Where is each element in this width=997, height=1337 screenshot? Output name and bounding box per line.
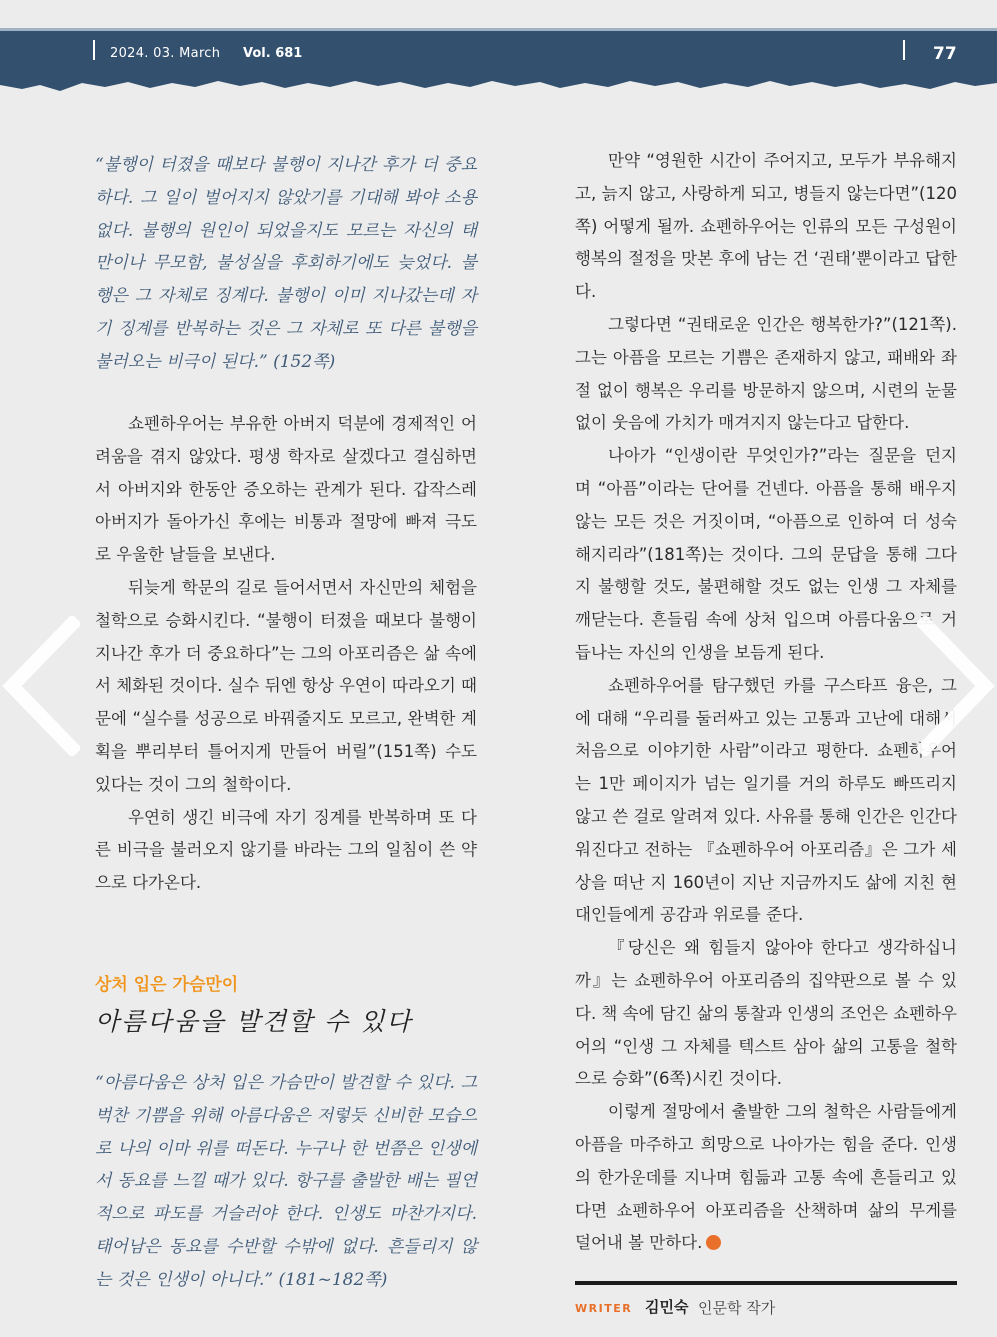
right-paragraph: 그렇다면 “권태로운 인간은 행복한가?”(121쪽). 그는 아픔을 모르는 기쁨은 존재하지 않고, 패배와 좌절 없이 행복은 우리를 방문하지 않으며, 시련의 눈물 없이 웃음에 가치가 매겨지지 않는다고 답한다. — [575, 314, 957, 433]
subheading-line-1: 상처 입은 가슴만이 — [95, 975, 239, 995]
left-paragraph: 우연히 생긴 비극에 자기 징계를 반복하며 또 다른 비극을 불러오지 않기를 바라는 그의 일침이 쓴 약으로 다가온다. — [95, 807, 477, 893]
left-paragraph: 뒤늦게 학문의 길로 들어서면서 자신만의 체험을 철학으로 승화시킨다. “불행이 터졌을 때보다 불행이 지나간 후가 더 중요하다”는 그의 아포리즘은 삶 속에서 체화된 것이다. 실수 뒤엔 항상 우연이 따라오기 때문에 “실수를 성공으로 바꿔줄지도 모르고, 완벽한 계획을 뿌리부터 틀어지게 만들어 버릴”(151쪽) 수도 있다는 것이 그의 철학이다. — [95, 577, 477, 794]
right-paragraph: 만약 “영원한 시간이 주어지고, 모두가 부유해지고, 늙지 않고, 사랑하게 되고, 병들지 않는다면”(120쪽) 어떻게 될까. 쇼펜하우어는 인류의 모든 구성원이 행복의 절정을 맛본 후에 남는 건 ‘권태’뿐이라고 답한다. — [575, 151, 957, 302]
writer-role: 인문학 작가 — [698, 1299, 776, 1317]
header-tick-right — [903, 40, 905, 60]
top-strip — [0, 0, 997, 30]
issue-date: 2024. 03. March — [110, 46, 221, 61]
quote-1-text: “불행이 터졌을 때보다 불행이 지나간 후가 더 중요하다. 그 일이 벌어지지 않았기를 기대해 봐야 소용없다. 불행의 원인이 되었을지도 모르는 자신의 태만이나 무모함, 불성실을 후회하기에도 늦었다. 불행은 그 자체로 징계다. 불행이 이미 지나갔는데 자기 징계를 반복하는 것은 그 자체로 또 다른 불행을 불러오는 비극이 된다.” (152쪽) — [95, 155, 477, 372]
left-body — [95, 408, 477, 900]
next-page-button[interactable] — [917, 616, 997, 756]
left-paragraph: 쇼펜하우어는 부유한 아버지 덕분에 경제적인 어려움을 겪지 않았다. 평생 학자로 살겠다고 결심하면서 아버지와 한동안 증오하는 관계가 된다. 갑작스레 아버지가 돌아가신 후에는 비통과 절망에 빠져 극도로 우울한 날들을 보낸다. — [95, 414, 477, 565]
subheading-line-2: 아름다움을 발견할 수 있다 — [95, 1007, 413, 1036]
writer-rule — [575, 1281, 957, 1285]
writer-name: 김민숙 — [645, 1298, 689, 1316]
right-body — [575, 145, 957, 1260]
chevron-left-icon — [0, 616, 80, 756]
right-paragraph-last — [575, 1096, 957, 1260]
page-number: 77 — [933, 44, 957, 64]
header-band — [0, 31, 997, 107]
prev-page-button[interactable] — [0, 616, 80, 756]
quote-block-2 — [95, 1067, 477, 1297]
writer-label: WRITER — [575, 1302, 633, 1315]
end-mark-icon — [706, 1235, 721, 1250]
quote-2-text: “아름다움은 상처 입은 가슴만이 발견할 수 있다. 그 벅찬 기쁨을 위해 아름다움은 저렇듯 신비한 모습으로 나의 이마 위를 떠돈다. 누구나 한 번쯤은 인생에서 동요를 느낄 때가 있다. 항구를 출발한 배는 필연적으로 파도를 거슬러야 한다. 인생도 마찬가지다. 태어남은 동요를 수반할 수밖에 없다. 흔들리지 않는 것은 인생이 아니다.” (181~182쪽) — [95, 1073, 477, 1290]
issue-volume: Vol. 681 — [243, 46, 303, 61]
right-paragraph: 나아가 “인생이란 무엇인가?”라는 질문을 던지며 “아픔”이라는 단어를 건넨다. 아픔을 통해 배우지 않는 모든 것은 거짓이며, “아픔으로 인하여 더 성숙해지리라”(181쪽)는 것이다. 그의 문답을 통해 그다지 불행할 것도, 불편해할 것도 없는 인생 그 자체를 깨닫는다. 흔들림 속에 상처 입으며 아름다움으로 거듭나는 자신의 인생을 보듬게 된다. — [575, 446, 957, 662]
right-paragraph-text: 이렇게 절망에서 출발한 그의 철학은 사람들에게 아픔을 마주하고 희망으로 나아가는 힘을 준다. 인생의 한가운데를 지나며 힘듦과 고통 속에 흔들리고 있다면 쇼펜하우어 아포리즘을 산책하며 삶의 무게를 덜어내 볼 만하다. — [575, 1102, 957, 1253]
chevron-right-icon — [917, 616, 997, 756]
right-paragraph: 『당신은 왜 힘들지 않아야 한다고 생각하십니까』는 쇼펜하우어 아포리즘의 집약판으로 볼 수 있다. 책 속에 담긴 삶의 통찰과 인생의 조언은 쇼펜하우어의 “인생 그 자체를 텍스트 삼아 삶의 고통을 철학으로 승화”(6쪽)시킨 것이다. — [575, 938, 957, 1089]
quote-block-1 — [95, 149, 477, 379]
header-tick-left — [93, 40, 95, 60]
right-paragraph: 쇼펜하우어를 탐구했던 카를 구스타프 융은, 그에 대해 “우리를 둘러싸고 있는 고통과 고난에 대해서 처음으로 이야기한 사람”이라고 평한다. 쇼펜하우어는 1만 페이지가 넘는 일기를 거의 하루도 빠뜨리지 않고 쓴 걸로 알려져 있다. 사유를 통해 인간은 인간다워진다고 전하는 『쇼펜하우어 아포리즘』은 그가 세상을 떠난 지 160년이 지난 지금까지도 삶에 지친 현대인들에게 공감과 위로를 준다. — [575, 675, 957, 925]
